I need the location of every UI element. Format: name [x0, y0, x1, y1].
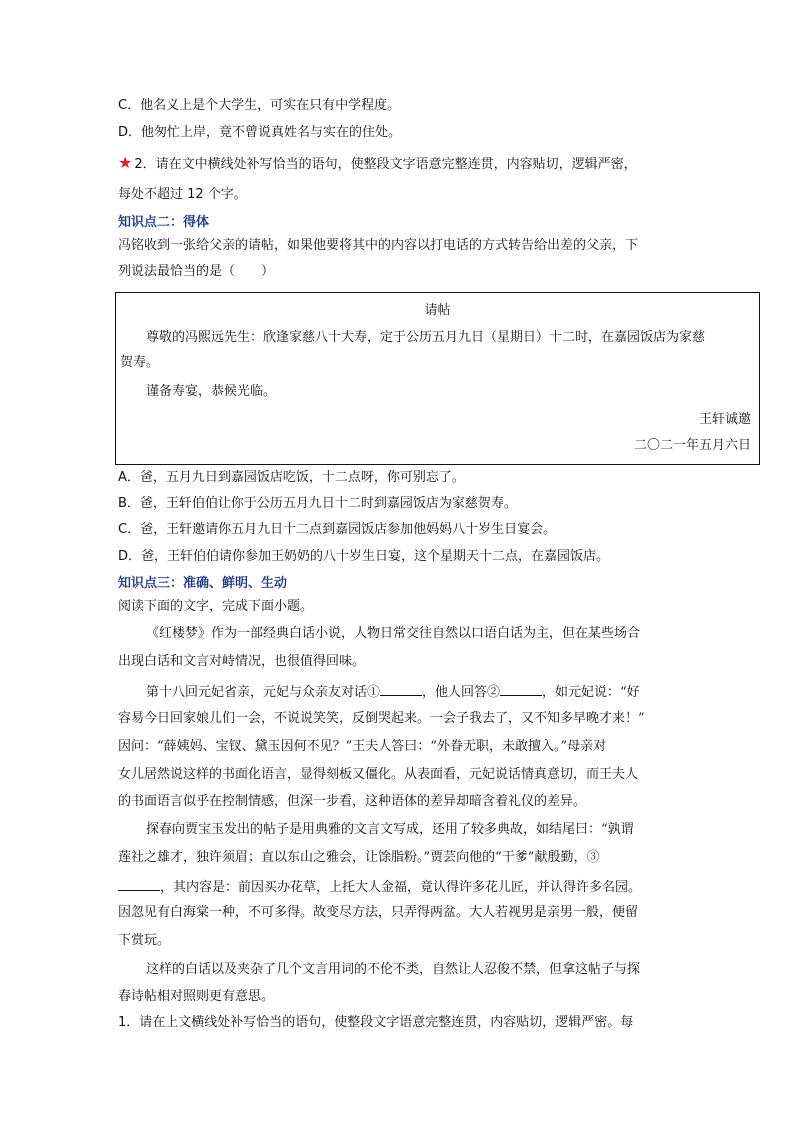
- passage-p1-line-1: 《红楼梦》作为一部经典白话小说，人物日常交往自然以口语白话为主，但在某些场合: [146, 626, 641, 641]
- passage-p3-line-1: 探春向贾宝玉发出的帖子是用典雅的文言文写成，还用了较多典故，如结尾曰：“孰谓: [146, 822, 634, 837]
- blank-3[interactable]: [118, 876, 160, 891]
- passage-p2-part-c: ，如元妃说：“好: [542, 685, 640, 700]
- passage-p3-line-5: 下赏玩。: [118, 933, 171, 948]
- passage-p2-part-a: 第十八回元妃省亲，元妃与众亲友对话①: [146, 685, 381, 700]
- question-2-line-2: 每处不超过 12 个字。: [118, 187, 247, 202]
- invitation-title: 请帖: [424, 303, 451, 318]
- option-d: D．爸，王轩伯伯请你参加王奶奶的八十岁生日宴，这个星期天十二点，在嘉园饭店。: [118, 549, 610, 564]
- passage-p3-line-2: 莲社之雄才，独许须眉；直以东山之雅会，让馀脂粉。”贾芸向他的“干爹”献殷勤，③: [118, 850, 600, 865]
- passage-p2-part-b: ，他人回答②: [422, 685, 501, 700]
- passage-p4-line-1: 这样的白话以及夹杂了几个文言用词的不伦不类，自然让人忍俊不禁，但拿这帖子与探: [146, 962, 641, 977]
- passage-p2-line-3: 因问：“薛姨妈、宝钗、黛玉因何不见？”王夫人答曰：“外眷无职，未敢擅入。”母亲对: [118, 739, 607, 754]
- question-2-line-1: [118, 153, 637, 175]
- invitation-box: [115, 292, 760, 465]
- blank-1[interactable]: [380, 681, 422, 696]
- passage-p4-line-2: 春诗帖相对照则更有意思。: [118, 989, 275, 1004]
- invitation-date: 二〇二一年五月六日: [633, 438, 751, 453]
- passage-p2-line-2: 容易今日回家娘儿们一会，不说说笑笑，反倒哭起来。一会子我去了，又不知多早晚才来！”: [118, 711, 645, 726]
- section-2-prompt-2: 列说法最恰当的是（ ）: [118, 264, 275, 279]
- section-2-heading: 知识点二：得体: [118, 215, 210, 230]
- star-icon: ★: [118, 153, 133, 172]
- question-1: 1．请在上文横线处补写恰当的语句，使整段文字语意完整连贯，内容贴切，逻辑严密。每: [118, 1015, 634, 1030]
- passage-p3-line-3: [118, 876, 641, 898]
- option-a: A．爸，五月九日到嘉园饭店吃饭，十二点呀，你可别忘了。: [118, 470, 465, 485]
- invitation-signer: 王轩诚邀: [698, 412, 751, 427]
- passage-p3-line-4: 因忽见有白海棠一种，不可多得。故变尽方法，只弄得两盆。大人若视男是亲男一般，便留: [118, 905, 639, 920]
- invitation-body-2: 贺寿。: [120, 355, 160, 370]
- section-2-prompt-1: 冯铭收到一张给父亲的请帖，如果他要将其中的内容以打电话的方式转告给出差的父亲，下: [118, 238, 639, 253]
- passage-p2-line-1: [146, 681, 640, 703]
- section-3-intro: 阅读下面的文字，完成下面小题。: [118, 599, 314, 614]
- option-d-top: D．他匆忙上岸，竟不曾说真姓名与实在的住处。: [118, 125, 402, 140]
- blank-2[interactable]: [500, 681, 542, 696]
- option-c: C．爸，王轩邀请你五月九日十二点到嘉园饭店参加他妈妈八十岁生日宴会。: [118, 522, 557, 537]
- passage-p1-line-2: 出现白话和文言对峙情况，也很值得回味。: [118, 654, 366, 669]
- option-b: B．爸，王轩伯伯让你于公历五月九日十二时到嘉园饭店为家慈贺寿。: [118, 496, 517, 511]
- invitation-body-1: 尊敬的冯熙远先生：欣逢家慈八十大寿，定于公历五月九日（星期日）十二时，在嘉园饭店为家慈: [146, 330, 706, 345]
- option-c-top: C．他名义上是个大学生，可实在只有中学程度。: [118, 98, 401, 113]
- passage-p2-line-4: 女儿居然说这样的书面化语言，显得刻板又僵化。从表面看，元妃说话情真意切，而王夫人: [118, 767, 639, 782]
- passage-p3-line-3-text: ，其内容是：前因买办花草，上托大人金福，竟认得许多花儿匠，并认得许多名园。: [160, 880, 642, 895]
- passage-p2-line-5: 的书面语言似乎在控制情感，但深一步看，这种语体的差异却暗含着礼仪的差异。: [118, 794, 587, 809]
- invitation-body-3: 谨备寿宴，恭候光临。: [146, 384, 277, 399]
- section-3-heading: 知识点三：准确、鲜明、生动: [118, 576, 288, 591]
- question-2-text: 2．请在文中横线处补写恰当的语句，使整段文字语意完整连贯，内容贴切，逻辑严密，: [134, 157, 637, 172]
